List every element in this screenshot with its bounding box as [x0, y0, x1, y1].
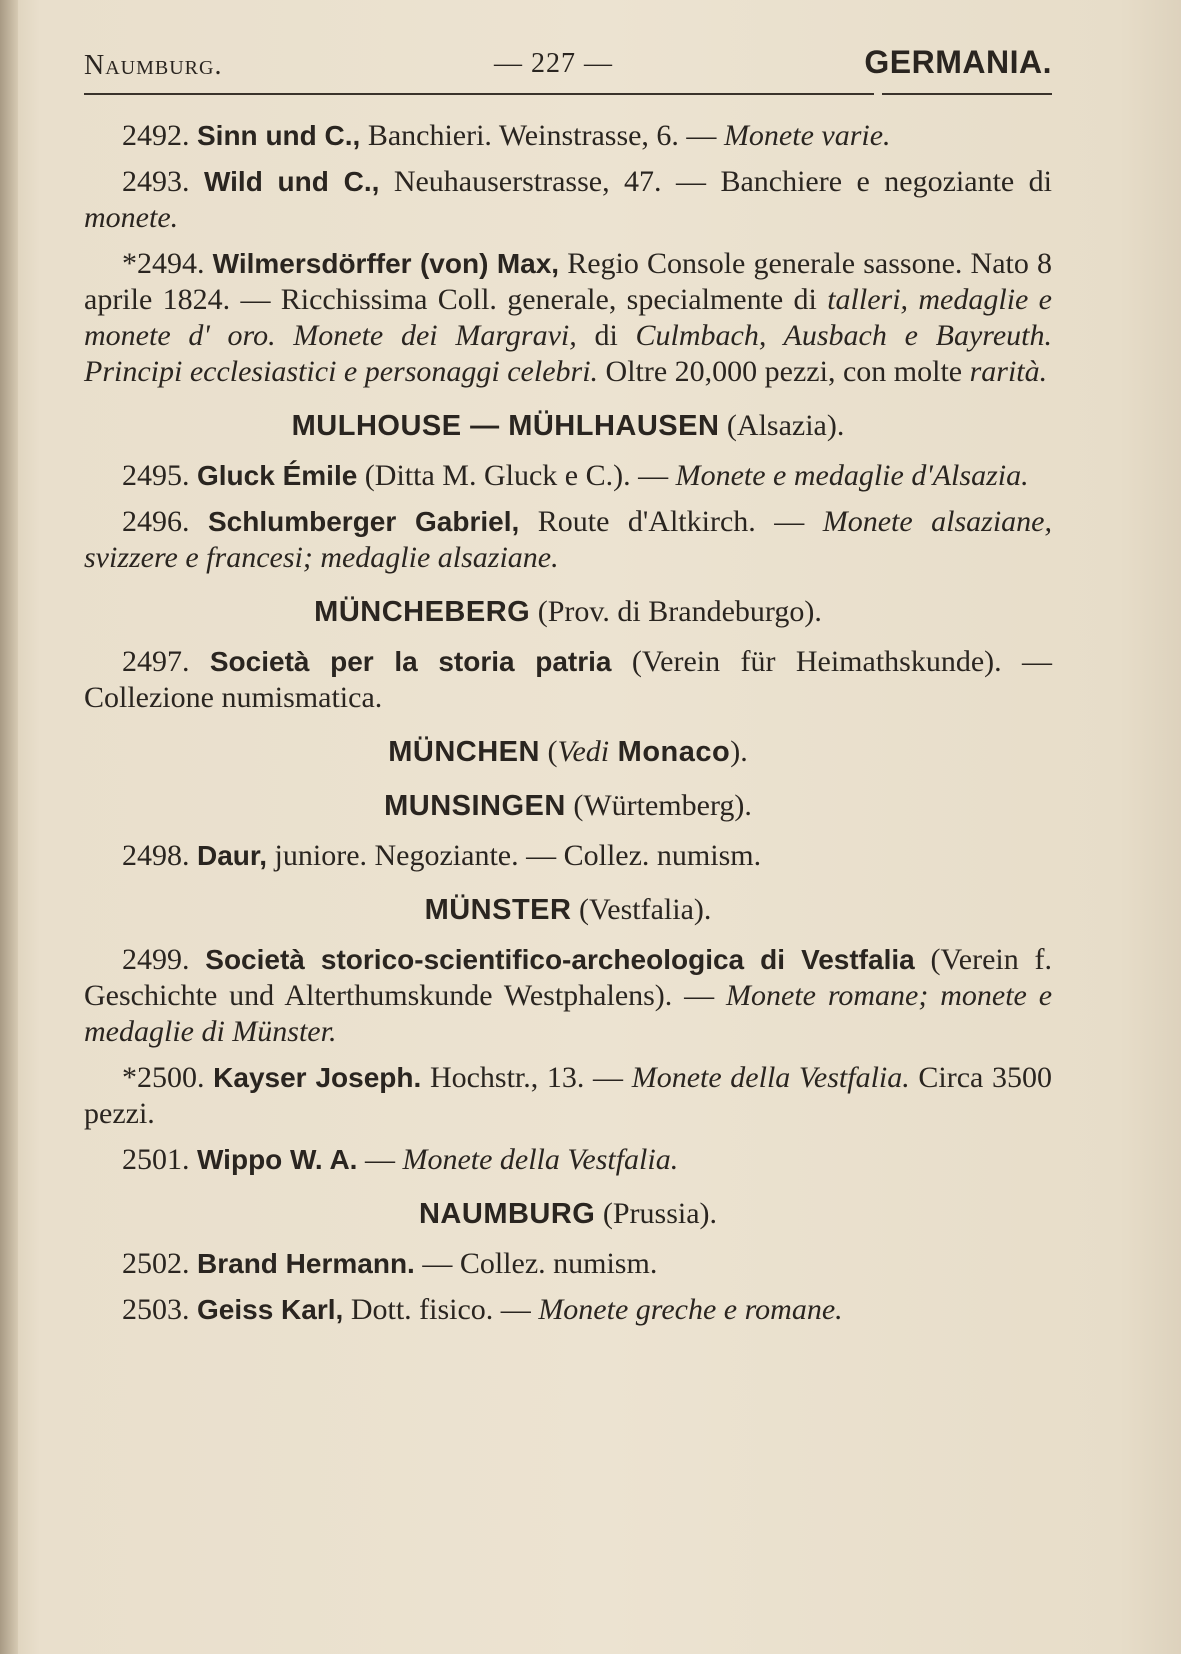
entry-2497: [84, 644, 1052, 716]
entry-number: *2494.: [122, 247, 205, 280]
page-number: — 227 —: [494, 48, 613, 79]
entry-number: *2500.: [122, 1061, 205, 1094]
entry-2495: [84, 458, 1052, 494]
city-name: MULHOUSE — MÜHLHAUSEN: [291, 410, 720, 442]
entry-text: Route d'Altkirch. —: [519, 505, 823, 538]
city-heading-naumburg: [84, 1196, 1052, 1232]
entry-italic: Monete della Vestfalia.: [402, 1143, 679, 1176]
entry-2499: [84, 942, 1052, 1050]
entry-italic: talleri, medaglie e monete d' oro. Monete dei Margravi,: [84, 283, 1052, 352]
book-spine-shadow: [0, 0, 18, 1654]
entry-text: Regio Console generale sassone. Nato 8 aprile 1824. — Ricchissima Coll. generale, specialmente di: [84, 247, 1052, 316]
city-name: MÜNCHEN: [388, 736, 540, 768]
city-name: NAUMBURG: [418, 1198, 596, 1230]
entry-2492: [84, 118, 1052, 154]
entry-number: 2496.: [122, 505, 190, 538]
entry-name: Wilmersdörffer (von) Max,: [212, 248, 560, 279]
entry-number: 2492.: [122, 119, 190, 152]
city-note: (Vestfalia).: [571, 893, 712, 926]
entry-text: (Ditta M. Gluck e C.). —: [357, 459, 676, 492]
entry-italic: Monete e medaglie d'Alsazia.: [675, 459, 1029, 492]
entry-text: Banchieri. Weinstrasse, 6. —: [360, 119, 724, 152]
entry-number: 2497.: [122, 645, 190, 678]
header-rule-short: [882, 93, 1052, 95]
entry-text: juniore. Negoziante. — Collez. numism.: [267, 839, 762, 872]
entry-text: Hochstr., 13. —: [421, 1061, 632, 1094]
city-heading-munster: [84, 892, 1052, 928]
entry-text: (Verein f. Geschichte und Alterthumskunde Westphalens). —: [84, 943, 1052, 1012]
city-note: (: [539, 735, 558, 768]
entry-italic: Monete della Vestfalia.: [631, 1061, 910, 1094]
entry-number: 2499.: [122, 943, 190, 976]
entry-text: Neuhauserstrasse, 47. — Banchiere e negoziante di: [379, 165, 1053, 198]
entry-name: Gluck Émile: [197, 460, 358, 491]
entry-2494: [84, 246, 1052, 390]
entry-text: Dott. fisico. —: [343, 1293, 539, 1326]
entry-name: Brand Hermann.: [197, 1248, 415, 1279]
entry-name: Società storico-scientifico-archeologica di Vestfalia: [205, 944, 915, 975]
entry-2502: [84, 1246, 1052, 1282]
entry-name: Wild und C.,: [203, 166, 380, 197]
entry-text: Circa 3500 pezzi.: [84, 1061, 1053, 1130]
city-heading-munsingen: [84, 788, 1052, 824]
entry-text: — Collez. numism.: [414, 1247, 658, 1280]
entry-italic: Culmbach, Ausbach e Bayreuth. Principi ecclesiastici e personaggi celebri.: [84, 319, 1052, 388]
entry-2500: [84, 1060, 1052, 1132]
entry-number: 2493.: [122, 165, 190, 198]
city-note: (Prussia).: [595, 1197, 718, 1230]
city-heading-mulhouse: [84, 408, 1052, 444]
city-name: MÜNCHEBERG: [314, 596, 531, 628]
entry-italic: Monete greche e romane.: [538, 1293, 843, 1326]
entry-text: (Verein für Heimathskunde). — Collezione numismatica.: [84, 645, 1052, 714]
entry-italic: Monete varie.: [723, 119, 891, 152]
city-note-italic: Vedi: [557, 735, 610, 768]
entry-2498: [84, 838, 1052, 874]
page-body: [84, 118, 1052, 1338]
entry-italic: rarità.: [969, 355, 1048, 388]
entry-name: Kayser Joseph.: [213, 1062, 422, 1093]
entry-number: 2502.: [122, 1247, 190, 1280]
city-note: (Würtemberg).: [565, 789, 752, 822]
running-head-right: GERMANIA.: [864, 44, 1052, 80]
city-name: Monaco: [609, 736, 731, 768]
entry-italic: Monete alsaziane, svizzere e francesi; medaglie alsaziane.: [84, 505, 1053, 574]
entry-2501: [84, 1142, 1052, 1178]
city-name: MUNSINGEN: [384, 790, 566, 822]
page-header: [84, 44, 1052, 90]
city-note: (Prov. di Brandeburgo).: [530, 595, 822, 628]
entry-2503: [84, 1292, 1052, 1328]
entry-name: Sinn und C.,: [197, 120, 361, 151]
entry-name: Daur,: [197, 840, 268, 871]
entry-number: 2501.: [122, 1143, 190, 1176]
entry-text: —: [357, 1143, 403, 1176]
entry-2496: [84, 504, 1052, 576]
city-name: MÜNSTER: [424, 894, 572, 926]
city-note: ).: [730, 735, 748, 768]
entry-2493: [84, 164, 1052, 236]
header-rule: [84, 93, 874, 95]
city-heading-muncheberg: [84, 594, 1052, 630]
entry-italic: Monete romane; monete e medaglie di Münster.: [84, 979, 1053, 1048]
entry-text: di: [576, 319, 636, 352]
city-note: (Alsazia).: [719, 409, 845, 442]
city-heading-munchen: [84, 734, 1052, 770]
entry-number: 2498.: [122, 839, 190, 872]
entry-text: Oltre 20,000 pezzi, con molte: [598, 355, 970, 388]
entry-name: Geiss Karl,: [197, 1294, 344, 1325]
entry-name: Società per la storia patria: [209, 646, 612, 677]
entry-italic: monete.: [84, 201, 179, 234]
entry-number: 2495.: [122, 459, 190, 492]
entry-name: Schlumberger Gabriel,: [207, 506, 520, 537]
running-head-left: Naumburg.: [84, 50, 223, 81]
entry-name: Wippo W. A.: [197, 1144, 358, 1175]
entry-number: 2503.: [122, 1293, 190, 1326]
